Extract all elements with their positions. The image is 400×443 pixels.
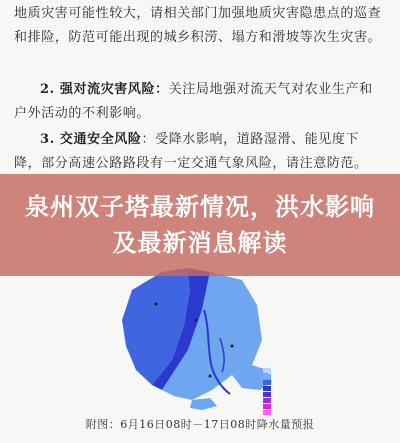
map-city-marker — [155, 303, 158, 306]
paragraph-text: 关注局地强对流天气对农业生产和户外活动的不利影响。 — [14, 82, 373, 121]
legend-swatch — [263, 362, 271, 367]
headline-banner — [0, 174, 400, 276]
map-region-south-isle — [190, 398, 217, 410]
legend-swatch — [263, 368, 271, 373]
paragraph-traffic-risk — [14, 128, 386, 176]
legend-swatch — [263, 386, 271, 391]
map-city-marker — [195, 319, 198, 322]
legend-swatch — [263, 410, 271, 415]
paragraph-convective-risk — [14, 78, 386, 126]
map-city-marker — [231, 345, 234, 348]
paragraph-text: ：受降水影响，道路湿滑、能见度下降，部分高速公路路段有一定交通气象风险，请注意防范。 — [14, 132, 368, 171]
paragraph-geological-hazard — [14, 2, 386, 50]
legend-swatch — [263, 374, 271, 379]
legend-swatch — [263, 398, 271, 403]
paragraph-heading: 2. 强对流灾害风险： — [40, 82, 169, 97]
map-caption: 附图：6月16日08时－17日08时降水量预报 — [85, 418, 315, 431]
paragraph-text: 地质灾害可能性较大，请相关部门加强地质灾害隐患点的巡查和排险，防范可能出现的城乡积涝、塌方和滑坡等次生灾害。 — [14, 6, 382, 45]
map-city-marker — [209, 375, 212, 378]
legend-swatch — [263, 392, 271, 397]
paragraph-heading: 3. 交通安全风险 — [40, 132, 142, 147]
headline-title: 泉州双子塔最新情况，洪水影响及最新消息解读 — [25, 193, 375, 257]
legend-swatch — [263, 380, 271, 385]
legend-swatch — [263, 404, 271, 409]
map-legend — [263, 362, 297, 416]
